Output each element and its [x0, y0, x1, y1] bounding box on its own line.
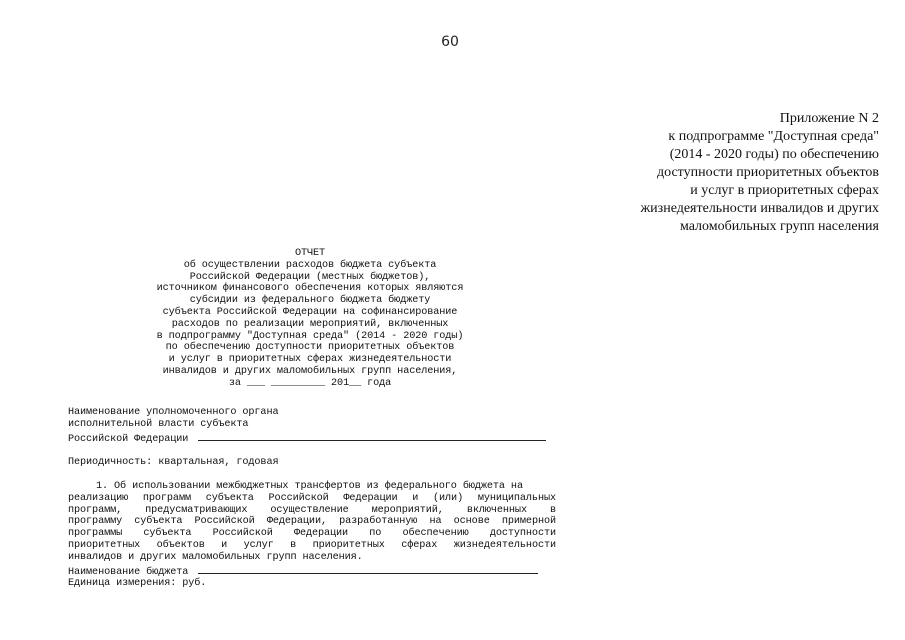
appendix-line: и услуг в приоритетных сферах: [690, 183, 879, 198]
report-title-line: в подпрограмму "Доступная среда" (2014 - 2020 годы): [156, 330, 464, 342]
appendix-line: маломобильных групп населения: [679, 219, 879, 234]
budget-blank-field: [198, 564, 538, 574]
page-number: 60: [441, 34, 459, 50]
report-title-line: инвалидов и других маломобильных групп населения,: [162, 365, 458, 377]
report-title-line: субсидии из федерального бюджета бюджету: [189, 295, 431, 307]
section-line: программу субъекта Российской Федерации, разработанную на основе примерной: [68, 516, 556, 528]
authority-blank-field: [198, 431, 546, 441]
authority-line3: [68, 431, 568, 446]
appendix-line: к подпрограмме "Доступная среда": [668, 129, 879, 144]
appendix-line: жизнедеятельности инвалидов и других: [640, 201, 879, 216]
section-1: [68, 481, 556, 590]
budget-label: Наименование бюджета: [68, 566, 189, 578]
report-title-line: по обеспечению доступности приоритетных объектов: [165, 342, 455, 354]
report-period-line: за ___ _________ 201__ года: [228, 377, 392, 389]
report-title-line: Российской Федерации (местных бюджетов),: [189, 271, 431, 283]
appendix-line: доступности приоритетных объектов: [657, 165, 879, 180]
unit-line: Единица измерения: руб.: [68, 578, 207, 590]
section-line: программ, предусматривающих осуществление мероприятий, включенных в: [68, 504, 556, 516]
appendix-line: (2014 - 2020 годы) по обеспечению: [669, 147, 879, 162]
report-title-line: расходов по реализации мероприятий, включенных: [171, 318, 449, 330]
authority-label: Российской Федерации: [68, 433, 189, 445]
section-line: реализацию программ субъекта Российской Федерации и (или) муниципальных: [68, 492, 556, 504]
authority-line1: Наименование уполномоченного органа: [68, 407, 279, 418]
section-line: инвалидов и других маломобильных групп населения.: [68, 551, 363, 563]
appendix-block: [559, 110, 879, 236]
report-title-line: субъекта Российской Федерации на софинансирование: [162, 306, 458, 318]
section-line: приоритетных объектов и услуг в приоритетных сферах жизнедеятельности: [68, 539, 556, 551]
authority-block: [68, 407, 568, 445]
report-title-line: ОТЧЕТ: [294, 248, 326, 259]
report-title-block: [140, 248, 480, 390]
section-line: 1. Об использовании межбюджетных трансфертов из федерального бюджета на: [96, 481, 523, 492]
authority-line2: исполнительной власти субъекта: [68, 418, 249, 430]
section-line: программы субъекта Российской Федерации по обеспечению доступности: [68, 528, 556, 540]
report-title-line: источником финансового обеспечения которых являются: [156, 283, 464, 295]
budget-line: [68, 564, 556, 579]
periodicity: Периодичность: квартальная, годовая: [68, 457, 279, 468]
report-title-line: об осуществлении расходов бюджета субъекта: [183, 259, 437, 271]
appendix-line: Приложение N 2: [779, 111, 879, 126]
report-title-line: и услуг в приоритетных сферах жизнедеятельности: [168, 354, 452, 366]
